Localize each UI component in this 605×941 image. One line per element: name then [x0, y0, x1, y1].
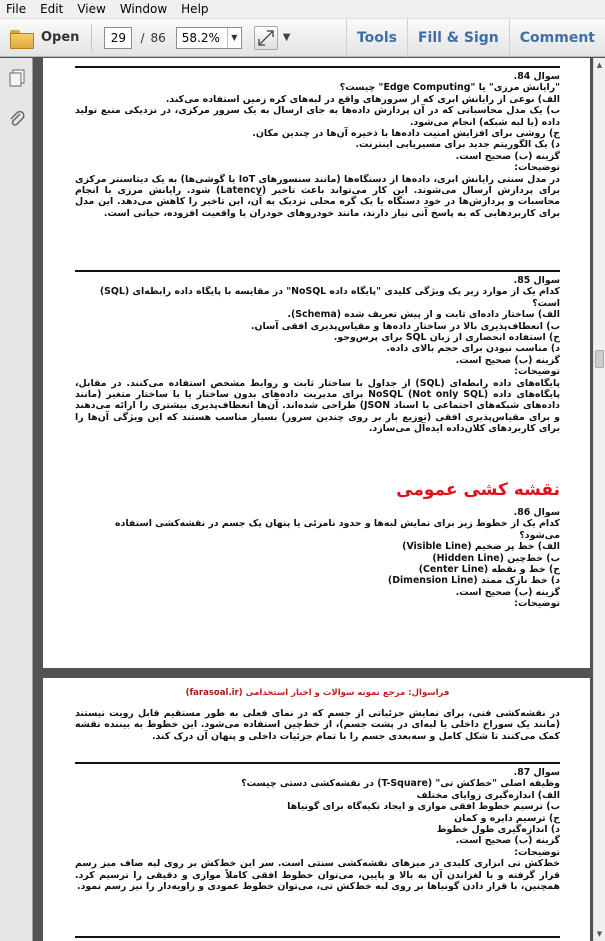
explanation-label: توضیحات:: [514, 162, 560, 174]
divider-line: [75, 936, 560, 938]
answer: گزینه (ب) صحیح است.: [455, 835, 560, 847]
divider-line: [75, 66, 560, 68]
section-heading: نقشه کشی عمومی: [396, 480, 560, 500]
zoom-select[interactable]: [176, 27, 242, 49]
open-button[interactable]: [3, 23, 85, 53]
chevron-down-icon[interactable]: ▼: [227, 28, 241, 48]
explanation: در مدل سنتی رایانش ابری، داده‌ها از دستگاه‌ها (مانند سنسورهای IoT یا گوشی‌ها) به یک دیتاسنتر مرکزی برای پردازش ارسال می‌شوند. این کار می‌تواند باعث تاخیر (Latency) شود. رایانش مرزی با انجام محاسبات و پردازش‌ها در خود دستگاه یا یک گره محلی نزدیک به آن، این تاخیر را کاهش می‌دهد. این مدل برای کاربردهایی که به پاسخ آنی نیاز دارند، مانند خودروهای خودران یا واقعیت افزوده، حیاتی است.: [75, 173, 560, 219]
answer: گزینه (ب) صحیح است.: [455, 586, 560, 598]
option-b: ب) ترسیم خطوط افقی موازی و ایجاد تکیه‌گاه برای گونیاها: [287, 801, 560, 813]
comment-button[interactable]: Comment: [509, 19, 605, 57]
option-b: ب) یک مدل محاسباتی که در آن پردازش داده‌ها به جای ارسال به یک سرور مرکزی، در نزدیکی منبع تولید داده (یا لبه شبکه) انجام می‌شود.: [75, 105, 560, 128]
tools-button[interactable]: Tools: [346, 19, 407, 57]
menu-bar: [0, 0, 605, 19]
vertical-scrollbar[interactable]: [593, 58, 605, 941]
fit-page-button[interactable]: [254, 26, 278, 50]
option-a: الف) خط پر ضخیم (Visible Line): [402, 541, 560, 553]
option-a: الف) ساختار داده‌ای ثابت و از پیش تعریف شده (Schema).: [287, 309, 560, 321]
page-total: 86: [150, 30, 166, 45]
toolbar-right: [346, 19, 605, 57]
menu-window[interactable]: Window: [119, 1, 168, 16]
option-b: ب) خط‌چین (Hidden Line): [432, 552, 560, 564]
option-a: الف) اندازه‌گیری زوایای مختلف: [416, 789, 560, 801]
question-title: سوال 86.: [513, 507, 560, 518]
question-86-explanation: [75, 708, 560, 742]
document-view[interactable]: [33, 58, 593, 941]
question-title: سوال 84.: [513, 71, 560, 82]
toolbar-more-chevron-icon[interactable]: ▼: [282, 32, 291, 43]
option-d: د) خط نازک ممتد (Dimension Line): [387, 575, 560, 587]
open-label: Open: [41, 30, 80, 45]
question-86: [75, 507, 560, 610]
question-85: [75, 275, 560, 435]
folder-icon: [9, 29, 33, 47]
section: [75, 478, 560, 502]
question-text: کدام یک از خطوط زیر برای نمایش لبه‌ها و حدود نامرئی یا پنهان یک جسم در نقشه‌کشی استفاده می‌شود؟: [115, 518, 560, 541]
pdf-page: [43, 58, 590, 668]
navigation-panel: [0, 58, 33, 941]
toolbar: [0, 19, 605, 57]
explanation: خط‌کش تی ابزاری کلیدی در میزهای نقشه‌کشی سنتی است. سر این خط‌کش بر روی لبه صاف میز رسم قرار گرفته و با لغزاندن آن به بالا و پایین، می‌توان خطوط افقی کاملاً موازی و دقیقی را ترسیم کرد. همچنین، با قرار دادن گونیاها بر روی لبه خط‌کش تی، می‌توان خطوط عمودی و زاویه‌دار را نیز رسم نمود.: [75, 858, 560, 893]
explanation-label: توضیحات:: [514, 846, 560, 858]
option-d: د) مناسب نبودن برای حجم بالای داده.: [386, 343, 560, 355]
page-separator: /: [140, 30, 145, 45]
page-thumbnails-icon[interactable]: [7, 68, 27, 88]
header-prefix: فراسوال: مرجع نمونه سوالات و اخبار استخدامی: [245, 688, 450, 698]
option-b: ب) انعطاف‌پذیری بالا در ساختار داده‌ها و مقیاس‌پذیری افقی آسان.: [250, 320, 560, 332]
question-text: کدام یک از موارد زیر یک ویژگی کلیدی "پایگاه داده NoSQL" در مقایسه با پایگاه داده رابطه‌ای (SQL) است؟: [99, 286, 560, 309]
option-c: ج) خط و نقطه (Center Line): [418, 564, 560, 576]
question-title: سوال 85.: [513, 275, 560, 286]
menu-help[interactable]: Help: [181, 1, 209, 16]
attachments-paperclip-icon[interactable]: [7, 110, 27, 130]
expand-icon: [258, 30, 274, 46]
option-c: ج) ترسیم دایره و کمان: [454, 812, 560, 824]
explanation-label: توضیحات:: [514, 598, 560, 610]
menu-view[interactable]: View: [77, 1, 106, 16]
scrollbar-thumb[interactable]: [595, 350, 604, 368]
question-87: [75, 767, 560, 892]
question-text: "رایانش مرزی" یا "Edge Computing" چیست؟: [339, 82, 560, 94]
question-84: [75, 71, 560, 219]
answer: گزینه (ب) صحیح است.: [455, 150, 560, 162]
question-title: سوال 87.: [513, 767, 560, 778]
option-c: ج) استفاده انحصاری از زبان SQL برای پرس‌وجو.: [333, 332, 560, 344]
answer: گزینه (ب) صحیح است.: [455, 354, 560, 366]
divider-line: [75, 762, 560, 764]
menu-edit[interactable]: Edit: [40, 1, 64, 16]
divider-line: [75, 270, 560, 272]
toolbar-divider: [91, 25, 92, 51]
page-header-note: [75, 688, 560, 698]
explanation: در نقشه‌کشی فنی، برای نمایش جزئیاتی از جسم که در نمای فعلی به طور مستقیم قابل رویت نیستند (مانند یک سوراخ داخلی یا لبه‌ای در پشت جسم)، از خط‌چین استفاده می‌شود. این خطوط به بیننده نقشه کمک می‌کنند تا شکل کامل و سه‌بعدی جسم را با تمام جزئیات داخلی و پنهان آن درک کند.: [75, 708, 560, 742]
option-d: د) اندازه‌گیری طول خطوط: [436, 824, 560, 836]
header-site-link[interactable]: (farasoal.ir): [185, 688, 243, 698]
question-text: وظیفه اصلی "خط‌کش تی" (T-Square) در نقشه‌کشی دستی چیست؟: [241, 778, 560, 790]
fill-sign-button[interactable]: Fill & Sign: [407, 19, 509, 57]
explanation-label: توضیحات:: [514, 366, 560, 378]
option-d: د) یک الگوریتم جدید برای مسیریابی اینترنت.: [355, 139, 560, 151]
option-c: ج) روشی برای افزایش امنیت داده‌ها با ذخیره آن‌ها در چندین مکان.: [252, 128, 560, 140]
page-number-input[interactable]: [104, 27, 132, 49]
zoom-value: 58.2%: [181, 30, 220, 45]
pdf-page: [43, 678, 590, 941]
explanation: پایگاه‌های داده رابطه‌ای (SQL) از جداول با ساختار ثابت و روابط مشخص استفاده می‌کنند. در مقابل، پایگاه‌های داده NoSQL (Not only SQL) برای مدیریت داده‌های بدون ساختار یا با ساختار متغیر (مانند داده‌های شبکه‌های اجتماعی یا اسناد JSON) طراحی شده‌اند. آن‌ها انعطاف‌پذیری بیشتری را ارائه می‌دهند و برای مقیاس‌پذیری افقی (توزیع بار بر روی چندین سرور) بسیار مناسب هستند که این ویژگی آن‌ها را برای کاربردهای کلان‌داده ایده‌آل می‌سازد.: [75, 377, 561, 435]
option-a: الف) نوعی از رایانش ابری که از سرورهای واقع در لبه‌های کره زمین استفاده می‌کند.: [165, 93, 560, 105]
scroll-down-arrow-icon[interactable]: ▼: [596, 930, 603, 938]
scroll-up-arrow-icon[interactable]: ▲: [596, 61, 603, 69]
menu-file[interactable]: File: [6, 1, 27, 16]
